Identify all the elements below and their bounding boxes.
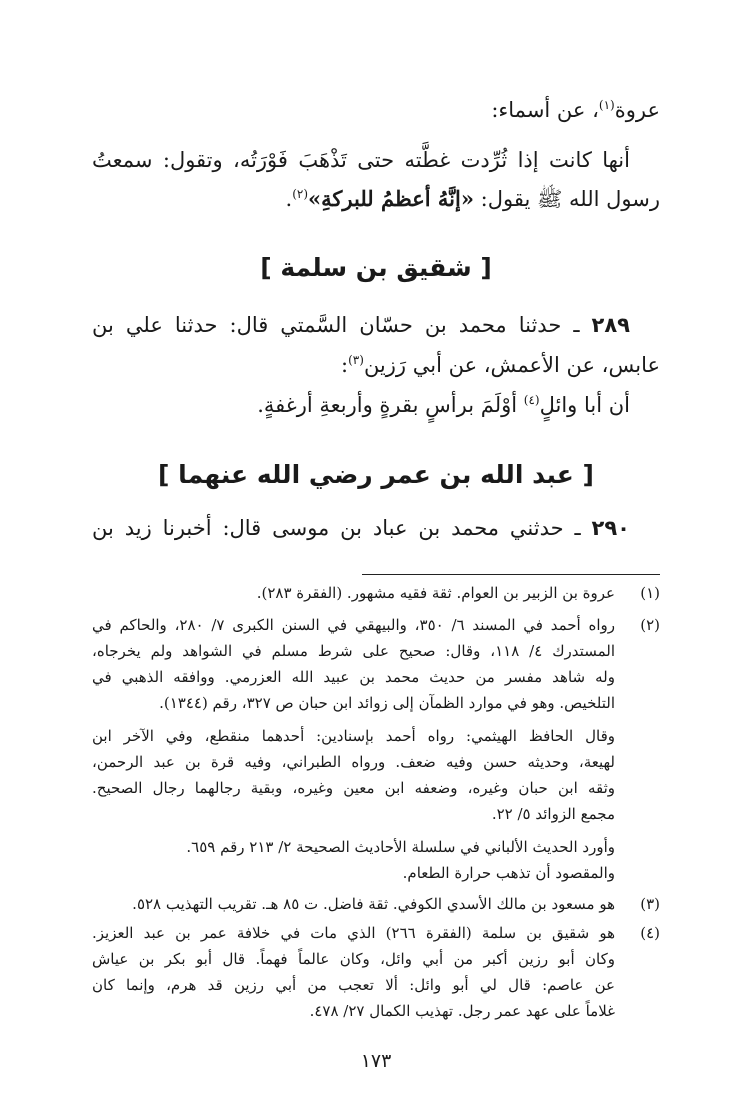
hadith-289-line-3: أن أبا وائلٍ$^{(٤)}$ أوْلَمَ برأسٍ بقرةٍ وأربعةِ أرغفةٍ. (257, 393, 630, 417)
footnote-number: (٣) (640, 895, 660, 913)
footnote-number: (٤) (640, 924, 660, 942)
hadith-number-290: ٢٩٠ (591, 516, 630, 540)
footnote-ref-3: (٣) (348, 353, 364, 367)
hadith-289-line-1: ٢٨٩ ـ حدثنا محمد بن حسّان السَّمتي قال: حدثنا علي بن (92, 313, 630, 337)
footnote-ref-1: (١) (598, 98, 615, 112)
footnote-number: (٢) (640, 616, 660, 634)
section-heading-shaqiq: [ شقيق بن سلمة ] (260, 253, 492, 282)
hadith-290-line-1: ٢٩٠ ـ حدثني محمد بن عباد بن موسى قال: أخبرنا زيد بن (92, 516, 630, 540)
book-page: عروة$^{(١)}$، عن أسماء: أنها كانت إذا ثُرِّدت غطَّته حتى تَذْهَبَ فَوْرَتُه، وتقول: سمعتُ رسول الله ﷺ يقول: «إنَّهُ أعظمُ للبركةِ»$^{(٢)}$. [ شقيق بن سلمة ] ٢٨٩ ـ حدثنا محمد بن حسّان السَّمتي قال: حدثنا علي بن عابس، عن الأعمش، عن أبي رَزين$^{(٣)}$: أن أبا وائلٍ$^{(٤)}$ أوْلَمَ برأسٍ بقرةٍ وأربعةِ أرغفةٍ. [ عبد الله بن عمر رضي الله عنهما ] ٢٩٠ ـ حدثني محمد بن عباد بن موسى قال: أخبرنا زيد بن (١) عروة بن الزبير بن العوام. ثقة فقيه مشهور. (الفقرة ٢٨٣). (٢) رواه أحمد في المسند ٦/ ٣٥٠، والبيهقي في السنن الكبرى ٧/ ٢٨٠، والحاكم في المستدرك ٤/ ١١٨، وقال: صحيح على شرط مسلم في الشواهد ولم يخرجاه، وله شاهد مفسر من حديث محمد بن عبيد الله العزرمي. ووافقه الذهبي في التلخيص. وهو في موارد الظمآن إلى زوائد ابن حبان ص ٣٢٧، رقم (١٣٤٤). وقال الحافظ الهيثمي: رواه أحمد بإسنادين: أحدهما منقطع، وفي الآخر ابن لهيعة، وحديثه حسن وفيه ضعف. ورواه الطبراني، وفيه قرة بن عبد الرحمن، وثقه ابن حبان وغيره، وضعفه ابن معين وغيره، وبقية رجالهما رجال الصحيح. مجمع الزوائد ٥/ ٢٢. وأورد الحديث الألباني في سلسلة الأحاديث الصحيحة ٢/ ٢١٣ رقم ٦٥٩. والمقصود أن تذهب حرارة الطعام. (٣) هو مسعود بن مالك الأسدي الكوفي. ثقة فاضل. ت ٨٥ هـ. تقريب التهذيب ٥٢٨. (٤) هو شقيق بن سلمة (الفقرة ٢٦٦) الذي مات في خلافة عمر بن عبد العزيز. وكان أبو رزين أكبر من أبي وائل، وكان عالماً فهماً. قال أبو بكر بن عياش عن عاصم: قال لي أبو وائل: ألا تعجب من أبي رزين قد هرم، وإنما كان غلاماً على عهد عمر رجل. تهذيب الكمال ٢٧/ ٤٧٨. ١٧٣ (0, 0, 752, 1117)
page-number: ١٧٣ (360, 1050, 392, 1072)
section-heading-ibn-umar: [ عبد الله بن عمر رضي الله عنهما ] (158, 460, 594, 489)
text-line-2: أنها كانت إذا ثُرِّدت غطَّته حتى تَذْهَبَ فَوْرَتُه، وتقول: سمعتُ (92, 148, 630, 172)
footnote-separator (362, 574, 660, 575)
footnote-number: (١) (640, 584, 660, 602)
footnote-ref-4: (٤) (523, 393, 540, 407)
text-line-1: عروة$^{(١)}$، عن أسماء: (491, 98, 660, 122)
footnote-ref-2: (٢) (292, 187, 309, 201)
hadith-289-line-2: عابس، عن الأعمش، عن أبي رَزين$^{(٣)}$: (341, 353, 660, 377)
text-line-3: رسول الله ﷺ يقول: «إنَّهُ أعظمُ للبركةِ»$^{(٢)}$. (285, 186, 660, 211)
hadith-quote: «إنَّهُ أعظمُ للبركةِ» (308, 186, 474, 211)
hadith-number-289: ٢٨٩ (591, 313, 630, 337)
